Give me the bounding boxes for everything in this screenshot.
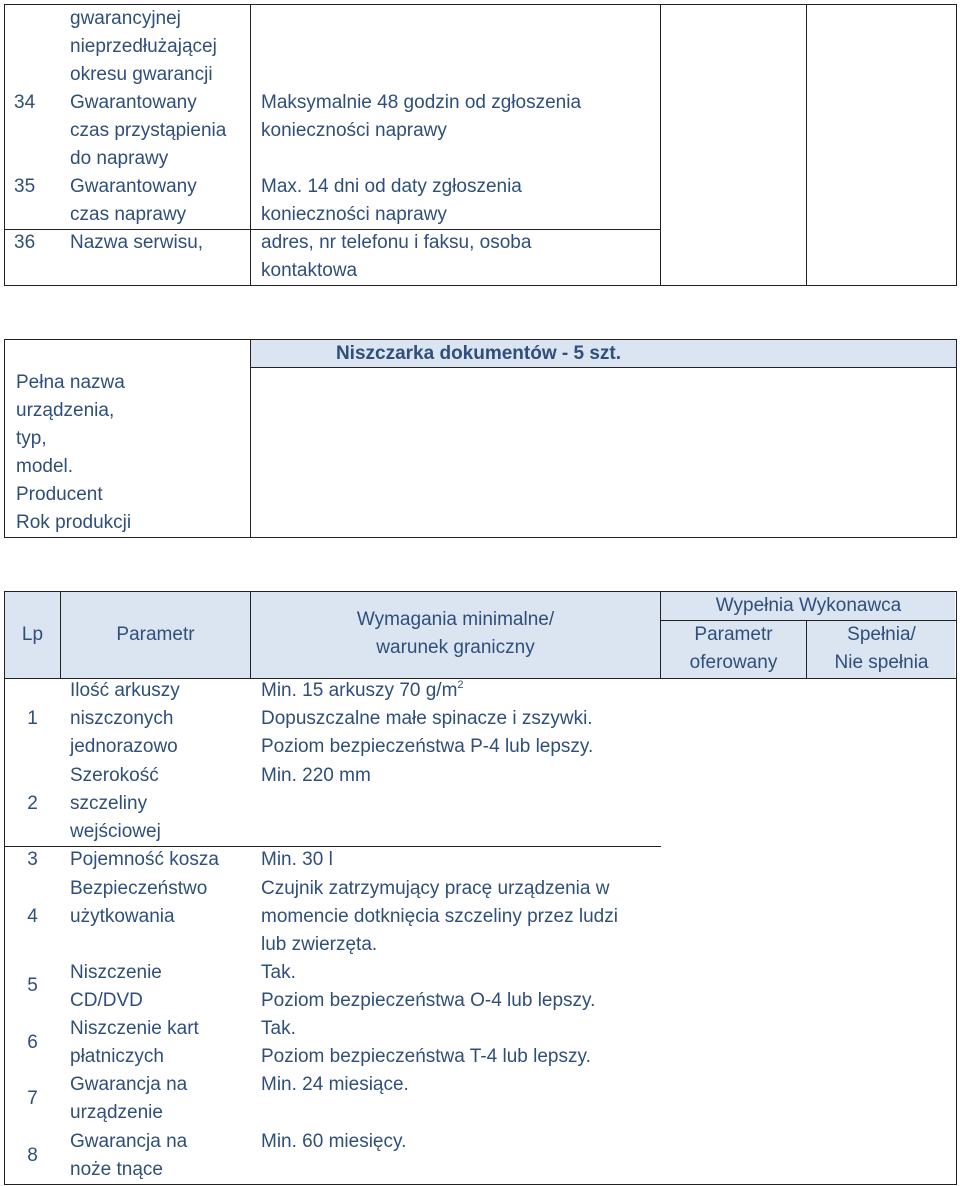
requirement-cell: Min. 60 miesięcy. <box>261 1131 407 1152</box>
lp-cell: 1 <box>27 708 38 729</box>
param-cell: Gwarantowany czas naprawy <box>70 176 197 225</box>
header-lp: Lp <box>21 624 44 645</box>
lp-cell: 36 <box>14 232 36 253</box>
header-filled-by-contractor: Wypełnia Wykonawca <box>715 595 902 616</box>
header-offered-parameter: Parametr oferowany <box>689 624 778 673</box>
requirement-cell: Maksymalnie 48 godzin od zgłoszenia konieczności naprawy <box>261 92 582 141</box>
param-cell: Nazwa serwisu, <box>70 232 204 253</box>
param-cell: Bezpieczeństwo użytkowania <box>70 878 208 927</box>
lp-cell: 6 <box>27 1032 38 1053</box>
param-cell: Gwarancja na urządzenie <box>70 1074 188 1123</box>
requirement-cell: Tak. Poziom bezpieczeństwa O-4 lub lepszy. <box>261 962 596 1011</box>
param-cell: Gwarantowany czas przystąpienia do naprawy <box>70 92 227 169</box>
param-cell: Gwarancja na noże tnące <box>70 1131 188 1180</box>
requirement-cell: Min. 15 arkuszy 70 $g/m^2$ Dopuszczalne małe spinacze i zszywki. Poziom bezpieczeństwa P-4 lub lepszy. <box>261 679 594 757</box>
param-cell: Ilość arkuszy niszczonych jednorazowo <box>70 680 180 757</box>
lp-cell: 4 <box>27 906 38 927</box>
header-param: Parametr <box>116 624 195 645</box>
device-label-cell: Pełna nazwa urządzenia, typ, model. Producent Rok produkcji <box>16 372 132 533</box>
param-cell: Szerokość szczeliny wejściowej <box>70 765 161 842</box>
lp-cell: 3 <box>27 849 38 870</box>
requirement-cell: Min. 30 l <box>261 849 333 870</box>
requirement-cell: Min. 220 mm <box>261 765 371 786</box>
requirement-cell: Min. 24 miesiące. <box>261 1074 409 1095</box>
device-title: Niszczarka dokumentów - 5 szt. <box>335 343 622 364</box>
requirement-cell: Tak. Poziom bezpieczeństwa T-4 lub lepszy. <box>261 1018 591 1067</box>
requirement-cell: Max. 14 dni od daty zgłoszenia konieczności naprawy <box>261 176 522 225</box>
param-cell: Niszczenie kart płatniczych <box>70 1018 199 1067</box>
lp-cell: 35 <box>14 176 36 197</box>
lp-cell: 5 <box>27 975 38 996</box>
header-requirements: Wymagania minimalne/ warunek graniczny <box>356 609 555 658</box>
lp-cell: 34 <box>14 92 36 113</box>
param-cell: Pojemność kosza <box>70 849 219 870</box>
param-cell: Niszczenie CD/DVD <box>70 962 162 1011</box>
lp-cell: 8 <box>27 1145 38 1166</box>
header-meets: Spełnia/ Nie spełnia <box>834 624 929 673</box>
requirement-cell: adres, nr telefonu i faksu, osoba kontaktowa <box>261 232 532 281</box>
lp-cell: 2 <box>27 793 38 814</box>
param-cell-continued: gwarancyjnej nieprzedłużającej okresu gwarancji <box>70 8 217 85</box>
lp-cell: 7 <box>27 1088 38 1109</box>
requirement-cell: Czujnik zatrzymujący pracę urządzenia w momencie dotknięcia szczeliny przez ludzi lub zwierzęta. <box>261 878 618 955</box>
